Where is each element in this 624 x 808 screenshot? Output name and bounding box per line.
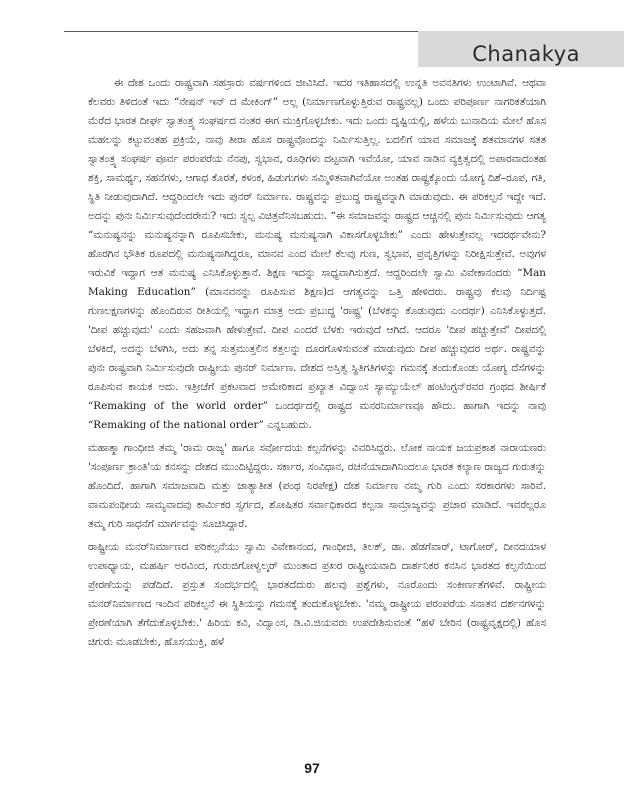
- paragraph-2: ಮಹಾತ್ಮಾ ಗಾಂಧೀಜಿ ತಮ್ಮ 'ರಾಮ ರಾಜ್ಯ' ಹಾಗೂ ಸರ್ವೋದಯ ಕಲ್ಪನೆಗಳನ್ನು ವಿವರಿಸಿದ್ದರು. ಲೋಕ ನಾಯಕ ಜಯಪ್ರಕಾಶ ನಾರಾಯಣರು 'ಸಂಪೂರ್ಣ ಕ್ರಾಂತಿ'ಯ ಕನಸನ್ನು ದೇಶದ ಮುಂದಿಟ್ಟಿದ್ದರು. ಸರ್ಕಾರ, ಸಂವಿಧಾನ, ರಚನೆಯಾದಾಗಿನಿಂದಲೂ ಭಾರತ ಕಲ್ಯಾಣ ರಾಜ್ಯದ ಗುರುತನ್ನು ಹೊಂದಿದೆ. ಹಾಗಾಗಿ ಸಮಾಜವಾದಿ ಮತ್ತು ಜಾತ್ಯಾತೀತ (ಪಂಥ ನಿರಪೇಕ್ಷ) ದೇಶ ನಿರ್ಮಾಣ ನಮ್ಮ ಗುರಿ ಎಂದು ಸರಕಾರಗಳು ಸಾರಿವೆ. ವಾಮಪಂಥೀಯ ಸಾಮ್ಯವಾದವು ಕಾರ್ಮಿಕರ ಸ್ವರ್ಗದ, ಶೋಷಿತರ ಸರ್ವಾಧಿಕಾರದ ಕಲ್ಪನಾ ಸಾಮ್ರಾಜ್ಯವನ್ನು ಪ್ರಚಾರ ಮಾಡಿದೆ. ಇವರೆಲ್ಲರೂ ತಮ್ಮ ಗುರಿ ಸಾಧನೆಗೆ ಮಾರ್ಗವನ್ನು ಸೂಚಿಸಿದ್ದಾರೆ.: [88, 442, 546, 530]
- paragraph-3: ರಾಷ್ಟ್ರೀಯ ಮನರ್‌ನಿರ್ಮಾಣದ ಪರಿಕಲ್ಪನೆಯು ಸ್ವಾಮಿ ವಿವೇಕಾನಂದ, ಗಾಂಧೀಜಿ, ತಿಲಕ್, ಡಾ. ಹೆಡಗೆವಾರ್, ಟಾಗೋರ್, ದೀನದಯಾಳ ಉಪಾಧ್ಯಾಯ, ಮಹರ್ಷಿ ಅರವಿಂದ, ಗುರುಜಿಗೋಳ್ವಲ್ಕರ್ ಮುಂತಾದ ಪ್ರಖರ ರಾಷ್ಟ್ರೀಯವಾದಿ ದಾರ್ಶನಿಕರ ಕನಸಿನ ಭಾರತದ ಕಲ್ಪನೆಯಿಂದ ಪ್ರೇರಣೆಯನ್ನು ಪಡೆದಿದೆ. ಪ್ರಸ್ತುತ ಸಂದರ್ಭದಲ್ಲಿ ಭಾರತದೆದುರು ಹಲವು ಪ್ರಶ್ನೆಗಳು, ನೂರೊಂದು ಸಂಕೀರ್ಣತೆಗಳಿವೆ. ರಾಷ್ಟ್ರೀಯ ಮನರ್‌ನಿರ್ಮಾಣದ ಇಂದಿನ ಪರಿಕಲ್ಪನೆ ಈ ಸ್ಥಿತಿಯನ್ನು ಗಮನಕ್ಕೆ ತಂದುಕೊಳ್ಳಬೇಕು. 'ನಮ್ಮ ರಾಷ್ಟ್ರೀಯ ಪರಂಪರೆಯ ಸನಾತನ ದರ್ಶನಗಳನ್ನು ಪ್ರೇರಣೆಯಾಗಿ ತೆಗೆದುಕೊಳ್ಳಬೇಕು.' ಹಿರಿಯ ಕವಿ, ವಿದ್ವಾಂಸ, ಡಿ.ವಿ.ಜಿಯವರು ಉಪದೇಶಿಸುವಂತೆ “ಹಳೆ ಬೇರಿನ (ರಾಷ್ಟ್ರವೃಕ್ಷದಲ್ಲಿ) ಹೊಸ ಚಿಗುರು ಮೂಡಬೇಕು, ಹೊಸಯುಕ್ತಿ, ಹಳೆ: [88, 541, 546, 648]
- body-text: [88, 74, 546, 656]
- paragraph-1: ಈ ದೇಶ ಒಂದು ರಾಷ್ಟ್ರವಾಗಿ ಸಹಸ್ರಾರು ವರ್ಷಗಳಿಂದ ಜೀವಿಸಿದೆ. ಇದರ ಇತಿಹಾಸದಲ್ಲಿ ಉನ್ನತಿ ಅವನತಿಗಳು ಉಂಟಾಗಿವೆ. ಆಥವಾ ಕೆಲವರು ತಿಳಿದಂತೆ ಇದು “ನೇಷನ್ ಇನ್ ದ ಮೇಕಿಂಗ್” ಅಲ್ಲ (ನಿರ್ಮಾಣಗೊಳ್ಳುತ್ತಿರುವ ರಾಷ್ಟ್ರವಲ್ಲ) ಒಂದು ಪರಿಪೂರ್ಣ ನಾಗರಿಕತೆಯಾಗಿ ಮೆರೆದ ಭಾರತ ದೀರ್ಘ ಸ್ವಾತಂತ್ರ್ಯ ಸಂಘರ್ಷದ ನಂತರ ಈಗ ಮುಕ್ತಿಗೊಳ್ಳಬೇಕು. ಇದು ಒಂದು ದೃಷ್ಟಿಯಲ್ಲಿ, ಹಳೆಯ ಬುನಾದಿಯ ಮೇಲೆ ಹೊಸ ಮಹಲನ್ನು ಕಟ್ಟುವಂತಹ ಪ್ರಕ್ರಿಯೆ, ನಾವು ತೀರಾ ಹೊಸ ರಾಷ್ಟ್ರವೊಂದನ್ನು ನಿರ್ಮಿಸುತ್ತಿಲ್ಲ. ಬದಲಿಗೆ ಯಾವ ಸಮಾಜಕ್ಕೆ ಶತಮಾನಗಳ ಸತತ ಸ್ವಾತಂತ್ರ್ಯ ಸಂಘರ್ಷ ಪೂರ್ವ ಪರಂಪರೆಯ ನೆನಪು, ಸ್ವಭಾವ, ರೂಢಿಗಳು ದಟ್ಟವಾಗಿ ಇವೆಯೋ, ಯಾವ ನಾಡಿನ ವ್ಯಕ್ತಿತ್ವದಲ್ಲಿ ಅಪಾರವಾದಂತಹ ಶಕ್ತಿ, ಸಾಮರ್ಥ್ಯ, ಸಹನೆಗಳು, ಆಗಾಧ ಕೊರತೆ, ಕಳಂಕ, ಹಿಡುಗುಗಳು ಸಮ್ಮಿಳಿತವಾಗಿವೆಯೋ ಅಂತಹ ರಾಷ್ಟ್ರಕ್ಕೊಂದು ಯೋಗ್ಯ ದಿಶೆ–ರೂಪ, ಗತಿ, ಸ್ಥಿತಿ ನೀಡುವುದಾಗಿದೆ. ಆದ್ದರಿಂದಲೇ ಇದು ಪುನರ್ ನಿರ್ಮಾಣ. ರಾಷ್ಟ್ರವನ್ನು ಪ್ರಬುದ್ಧ ರಾಷ್ಟ್ರವನ್ನಾಗಿ ಮಾಡುವುದು. ಈ ಪರಿಕಲ್ಪನೆ ಇದ್ದೇ ಇದೆ. ಅದನ್ನು ಪುನಃ ನಿರ್ಮಿಸುವುದೆಂದರೇನು? ಇದು ಸ್ವಲ್ಪ ವಿಚಿತ್ರವೆನಿಸಬಹುದು. “ಈ ಸಮಾಜವನ್ನು ರಾಷ್ಟ್ರದ ಆಚ್ಚಿನಲ್ಲಿ ಪುನಃ ನಿರ್ಮಿಸುವುದು ಆಗತ್ಯ “ಮನುಷ್ಯನನ್ನು ಮನುಷ್ಯನನ್ನಾಗಿ ರೂಪಿಸಬೇಕು, ಮನುಷ್ಯ ಮನುಷ್ಯನಾಗಿ ವಿಕಾಸಗೊಳ್ಳಬೇಕು” ಎಂದು ಹೇಳುತ್ತೇವಲ್ಲ ಇದರರ್ಥವೇನು? ಹೊರಗಿನ ಭೌತಿಕ ರೂಪದಲ್ಲಿ ಮನುಷ್ಯನಾಗಿದ್ದರೂ, ಮಾನವ ಎಂದ ಮೇಲೆ ಕೆಲವು ಗುಣ, ಸ್ವಭಾವ, ಪ್ರವೃತ್ತಿಗಳನ್ನು ನಿರೀಕ್ಷಿಸುತ್ತೇವೆ. ಅವುಗಳ ಇರುವಿಕೆ ಇದ್ದಾಗ ಆತ ಮನುಷ್ಯ ಎನಿಸಿಕೊಳ್ಳುತ್ತಾನೆ. ಶಿಕ್ಷಣ ಇದನ್ನು ಸಾಧ್ಯವಾಗಿಸುತ್ತದೆ. ಆದ್ದರಿಂದಲೇ ಸ್ವಾಮಿ ವಿವೇಕಾನಂದರು “Man Making Education” (ಮಾನವನನ್ನು ರೂಪಿಸುವ ಶಿಕ್ಷಣ)ದ ಆಗತ್ಯವನ್ನು ಒತ್ತಿ ಹೇಳಿದರು. ರಾಷ್ಟ್ರವು ಕೆಲವು ನಿರ್ದಿಷ್ಟ ಗುಣಲಕ್ಷಣಗಳನ್ನು ಹೊಂದಿರುವ ರೀತಿಯಲ್ಲಿ ಇದ್ದಾಗ ಮಾತ್ರ ಅದು ಪ್ರಬುದ್ಧ 'ರಾಷ್ಟ್ರ' (ಬೆಳಕನ್ನು ಕೊಡುವುದು ಎಂದರ್ಥ) ಎನಿಸಿಕೊಳ್ಳುತ್ತದೆ. 'ದೀಪ ಹಚ್ಚುವುದು' ಎಂದು ಸಹಜವಾಗಿ ಹೇಳುತ್ತೇವೆ. ದೀಪ ಎಂದರೆ ಬೆಳಕು ಇರುವುದೆ ಆಗಿದೆ. ಆದರೂ 'ದೀಪ ಹಚ್ಚುತ್ತೇವೆ' ದೀಪದಲ್ಲಿ ಬೆಳಕಿದೆ, ಅದನ್ನು ಬೆಳಗಿಸಿ, ಅದು ತನ್ನ ಸುತ್ತಮುತ್ತಲಿನ ಕತ್ತಲನ್ನು ದೂರಗೊಳಿಸುವಂತೆ ಮಾಡುವುದು ದೀಪ ಹಚ್ಚುವುದರ ಅರ್ಥ. ರಾಷ್ಟ್ರವನ್ನು ಪುನಃ ರಾಷ್ಟ್ರವಾಗಿ ನಿರ್ಮಿಸುವುದೇ ರಾಷ್ಟ್ರೀಯ ಪುನರ್ ನಿರ್ಮಾಣ. ದೇಶದ ಅಸ್ತಿತ್ವ ಸ್ಥಿತಿಗತಿಗಳನ್ನು ಗಮನಕ್ಕೆ ತಂದುಕೊಂಡು ಯೋಗ್ಯ ದೆಸೆಗಳನ್ನು ರೂಪಿಸುವ ಕಾಯಕ ಅದು. ಇತ್ತೀಚೆಗೆ ಪ್ರಕಟವಾದ ಅಮೇರಿಕಾದ ಪ್ರಖ್ಯಾತ ವಿದ್ವಾಂಸ ಸ್ಯಾಮ್ಯುಯೆಲ್ ಹಂಟಿಂಗ್ಟನ್‌ರವರ ಗ್ರಂಥದ ಶೀರ್ಷಿಕೆ “Remaking of the world order” ಒಂದರ್ಥದಲ್ಲಿ ರಾಷ್ಟ್ರದ ಮನರನಿರ್ಮಾಣವೂ ಹೌದು. ಹಾಗಾಗಿ ಇದನ್ನು ನಾವು “Remaking of the national order” ಎನ್ನಬಹುದು.: [88, 77, 546, 431]
- page-number: 97: [304, 760, 320, 776]
- chanakya-logo: Chanakya: [472, 42, 580, 66]
